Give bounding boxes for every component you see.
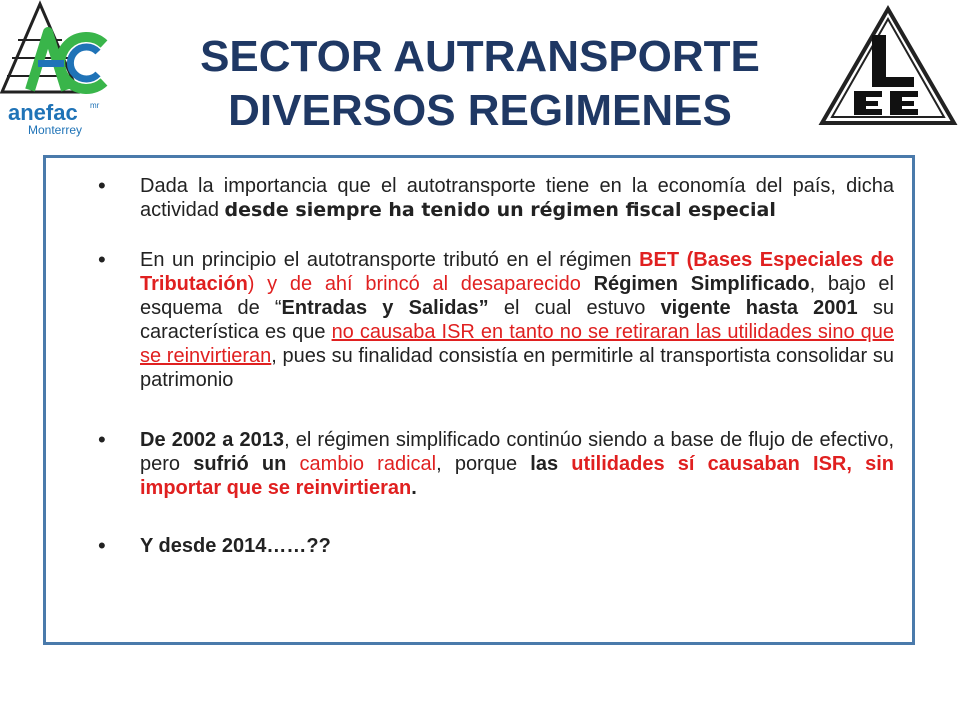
highlight-bet: BET (Bases Especiales de Tributación <box>140 249 895 295</box>
page-title <box>150 30 810 138</box>
highlight-no-causaba-isr: no causaba ISR en tanto no se retiraran las utilidades sino que se reinvirtieran <box>140 321 894 367</box>
highlight-entradas-salidas: Entradas y Salidas” <box>281 297 489 319</box>
bullet-list <box>96 174 894 582</box>
highlight-regimen-especial: desde siempre ha tenido un régimen fiscal especial <box>224 199 776 221</box>
svg-text:mr: mr <box>90 101 100 110</box>
highlight-cambio-radical: cambio radical <box>299 453 437 475</box>
pyramid-logo-icon <box>818 5 958 145</box>
svg-text:Monterrey: Monterrey <box>28 123 83 137</box>
bullet-item-2: • En un principio el autotransporte tributó en el régimen BET (Bases Especiales de Tributación) y de ahí brincó al desaparecido Régimen Simplificado, bajo el esquema de “Entradas y Salidas” el cual estuvo vigente hasta 2001 su característica es que no causaba ISR en tanto no se retiraran las utilidades sino que se reinvirtieran, pues su finalidad consistía en permitirle al transportista consolidar su patrimonio <box>96 248 894 392</box>
highlight-2002-2013: De 2002 a 2013 <box>140 429 285 451</box>
content-box <box>43 155 915 645</box>
svg-text:anefac: anefac <box>8 100 78 125</box>
anefac-emblem-icon <box>0 0 120 140</box>
bullet-item-4: • Y desde 2014……?? <box>96 534 894 558</box>
title-line-1: SECTOR AUTRANSPORTE <box>200 32 760 81</box>
highlight-regimen-simplificado: Régimen Simplificado <box>593 273 810 295</box>
bullet-item-1: • Dada la importancia que el autotransporte tiene en la economía del país, dicha actividad desde siempre ha tenido un régimen fiscal especial <box>96 174 894 222</box>
highlight-causaban-isr: utilidades sí causaban ISR, sin importar que se reinvirtieran <box>140 453 894 499</box>
anefac-logo <box>0 0 120 140</box>
highlight-vigente-2001: vigente hasta 2001 <box>660 297 858 319</box>
title-line-2: DIVERSOS REGIMENES <box>228 86 732 135</box>
bullet-item-3: • De 2002 a 2013, el régimen simplificado continúo siendo a base de flujo de efectivo, pero sufrió un cambio radical, porque las utilidades sí causaban ISR, sin importar que se reinvirtieran. <box>96 428 894 500</box>
right-pyramid-logo <box>818 5 958 145</box>
